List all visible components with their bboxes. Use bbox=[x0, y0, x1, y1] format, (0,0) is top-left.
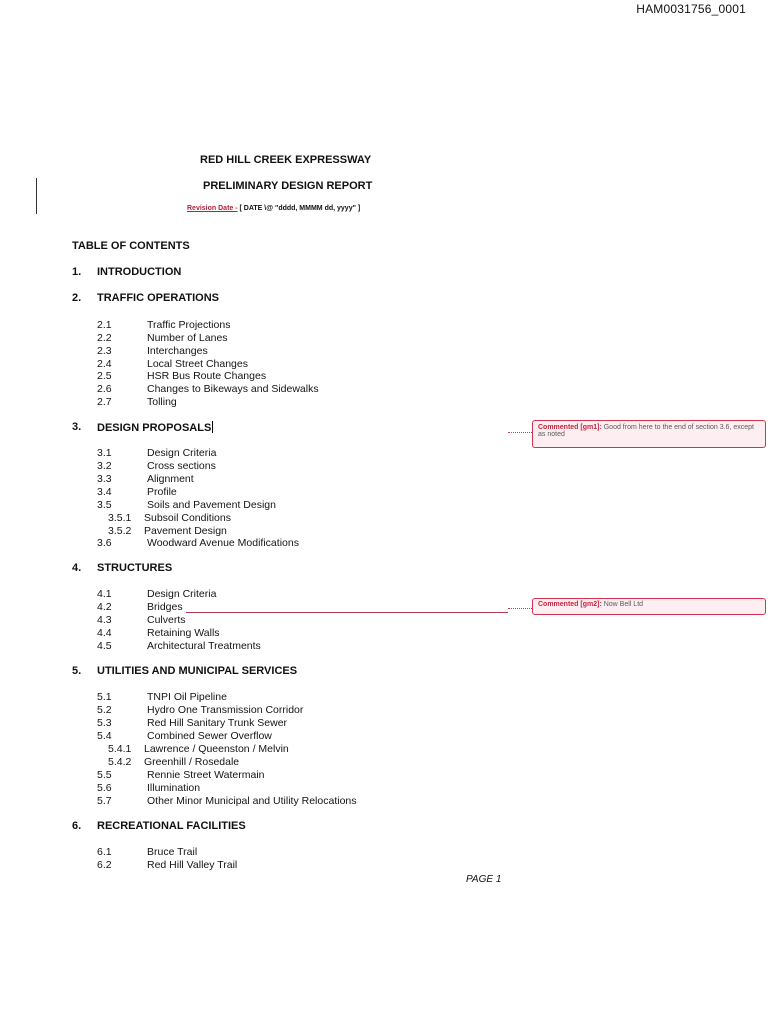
toc-heading: TABLE OF CONTENTS bbox=[72, 240, 190, 252]
item-label: Traffic Projections bbox=[147, 319, 231, 331]
item-number: 6.1 bbox=[97, 846, 112, 858]
item-label: Hydro One Transmission Corridor bbox=[147, 704, 304, 716]
item-label: Changes to Bikeways and Sidewalks bbox=[147, 383, 319, 395]
item-number: 5.2 bbox=[97, 704, 112, 716]
comment-connector bbox=[508, 608, 532, 609]
comment-balloon-gm1[interactable] bbox=[532, 420, 766, 448]
item-label: Bridges bbox=[147, 601, 183, 613]
item-label: Lawrence / Queenston / Melvin bbox=[144, 743, 289, 755]
section-label: RECREATIONAL FACILITIES bbox=[97, 820, 246, 832]
comment-text: Now Bell Ltd bbox=[603, 601, 644, 608]
revision-date-code: [ DATE \@ "dddd, MMMM dd, yyyy" ] bbox=[237, 205, 361, 212]
document-subtitle: PRELIMINARY DESIGN REPORT bbox=[203, 180, 373, 192]
text-cursor bbox=[212, 421, 213, 433]
item-label: Cross sections bbox=[147, 460, 216, 472]
item-label: Red Hill Valley Trail bbox=[147, 859, 238, 871]
item-number: 4.5 bbox=[97, 640, 112, 652]
document-id: HAM0031756_0001 bbox=[636, 2, 746, 16]
comment-author-tag: Commented [gm1]: bbox=[538, 424, 602, 431]
section-label: INTRODUCTION bbox=[97, 266, 182, 278]
item-number: 2.2 bbox=[97, 332, 112, 344]
item-label: Architectural Treatments bbox=[147, 640, 261, 652]
item-number: 4.4 bbox=[97, 627, 112, 639]
item-number: 3.3 bbox=[97, 473, 112, 485]
section-number: 5. bbox=[72, 665, 82, 677]
item-label: Number of Lanes bbox=[147, 332, 228, 344]
revision-date-label: Revision Date - bbox=[187, 205, 238, 212]
item-number: 5.6 bbox=[97, 782, 112, 794]
clipped-line bbox=[96, 537, 356, 546]
comment-author-tag: Commented [gm2]: bbox=[538, 601, 602, 608]
item-number: 3.6 bbox=[97, 537, 112, 546]
item-number: 5.3 bbox=[97, 717, 112, 729]
item-number: 2.7 bbox=[97, 396, 112, 408]
section-number: 1. bbox=[72, 266, 82, 278]
section-label: UTILITIES AND MUNICIPAL SERVICES bbox=[97, 665, 298, 677]
item-label: Greenhill / Rosedale bbox=[144, 756, 240, 768]
item-number: 5.4.1 bbox=[108, 743, 132, 755]
item-label: Tolling bbox=[147, 396, 177, 408]
item-number: 3.4 bbox=[97, 486, 112, 498]
item-label: Rennie Street Watermain bbox=[147, 769, 265, 781]
item-label: Interchanges bbox=[147, 345, 208, 357]
item-label: HSR Bus Route Changes bbox=[147, 370, 267, 382]
item-label: TNPI Oil Pipeline bbox=[147, 691, 227, 703]
item-number: 4.2 bbox=[97, 601, 112, 613]
section-number: 3. bbox=[72, 421, 82, 433]
item-label: Local Street Changes bbox=[147, 358, 248, 370]
item-label: Culverts bbox=[147, 614, 186, 626]
item-label: Combined Sewer Overflow bbox=[147, 730, 272, 742]
item-label: Other Minor Municipal and Utility Relocations bbox=[147, 795, 357, 807]
item-label: Profile bbox=[147, 486, 177, 498]
item-label: Alignment bbox=[147, 473, 194, 485]
comment-balloon-gm2[interactable] bbox=[532, 598, 766, 615]
item-number: 5.7 bbox=[97, 795, 112, 807]
comment-anchor-line bbox=[186, 612, 508, 613]
revision-date-field[interactable] bbox=[187, 205, 360, 212]
item-label: Design Criteria bbox=[147, 588, 217, 600]
item-number: 3.2 bbox=[97, 460, 112, 472]
section-label: STRUCTURES bbox=[97, 562, 173, 574]
item-label: Woodward Avenue Modifications bbox=[147, 537, 299, 546]
section-label: TRAFFIC OPERATIONS bbox=[97, 292, 220, 304]
section-number: 4. bbox=[72, 562, 82, 574]
item-number: 2.6 bbox=[97, 383, 112, 395]
item-number: 2.3 bbox=[97, 345, 112, 357]
section-label: DESIGN PROPOSALS bbox=[97, 422, 212, 434]
item-label: Soils and Pavement Design bbox=[147, 499, 276, 511]
item-number: 3.5.2 bbox=[108, 525, 132, 537]
item-number: 5.4.2 bbox=[108, 756, 132, 768]
item-number: 4.3 bbox=[97, 614, 112, 626]
change-bar bbox=[36, 178, 37, 214]
item-number: 2.4 bbox=[97, 358, 112, 370]
item-number: 5.1 bbox=[97, 691, 112, 703]
item-label: Retaining Walls bbox=[147, 627, 220, 639]
item-number: 3.1 bbox=[97, 447, 112, 459]
document-title: RED HILL CREEK EXPRESSWAY bbox=[200, 154, 372, 166]
item-number: 3.5 bbox=[97, 499, 112, 511]
section-number: 2. bbox=[72, 292, 82, 304]
item-number: 4.1 bbox=[97, 588, 112, 600]
item-number: 2.5 bbox=[97, 370, 112, 382]
page-number: PAGE 1 bbox=[466, 874, 502, 885]
item-number: 5.4 bbox=[97, 730, 112, 742]
item-label: Design Criteria bbox=[147, 447, 217, 459]
item-number: 2.1 bbox=[97, 319, 112, 331]
comment-text: Good from here to the end of section 3.6, except as noted bbox=[538, 424, 754, 438]
item-label: Bruce Trail bbox=[147, 846, 198, 858]
item-label: Subsoil Conditions bbox=[144, 512, 231, 524]
item-label: Red Hill Sanitary Trunk Sewer bbox=[147, 717, 288, 729]
section-number: 6. bbox=[72, 820, 82, 832]
item-label: Pavement Design bbox=[144, 525, 227, 537]
item-label: Illumination bbox=[147, 782, 201, 794]
item-number: 6.2 bbox=[97, 859, 112, 871]
comment-connector bbox=[508, 432, 532, 433]
item-number: 3.5.1 bbox=[108, 512, 132, 524]
item-number: 5.5 bbox=[97, 769, 112, 781]
